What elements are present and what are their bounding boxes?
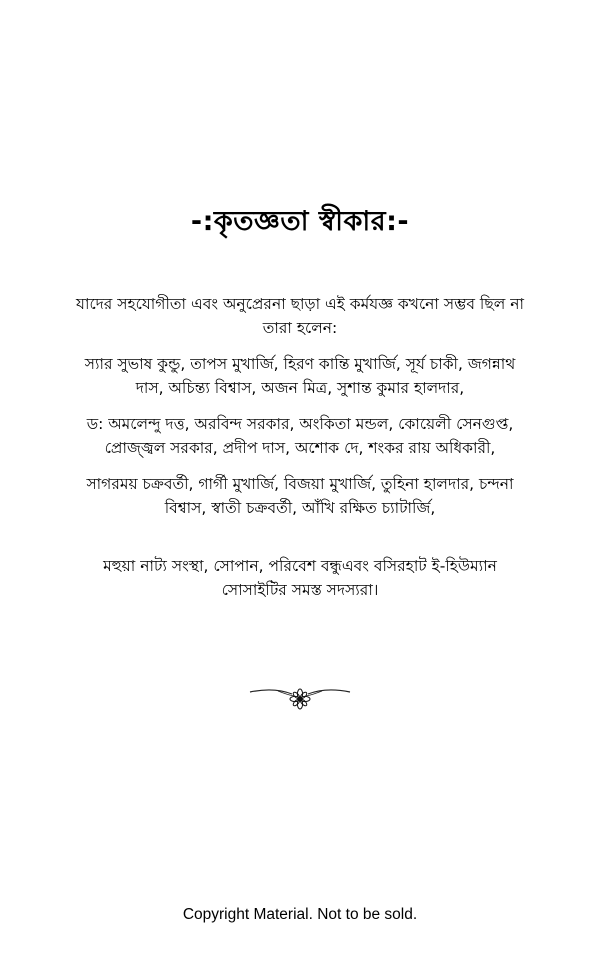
page-title: -:কৃতজ্ঞতা স্বীকার:- (190, 206, 410, 237)
names-paragraph-3: সাগরময় চক্রবর্তী, গার্গী মুখার্জি, বিজয়া মুখার্জি, তুহিনা হালদার, চন্দনা বিশ্বাস, স্বাতী চক্রবর্তী, আঁখি রক্ষিত চ্যাটার্জি, (86, 475, 514, 517)
floral-divider-icon (248, 686, 352, 710)
intro-paragraph: যাদের সহযোগীতা এবং অনুপ্রেরনা ছাড়া এই কর্মযজ্ঞ কখনো সম্ভব ছিল না তারা হলেন: (76, 295, 524, 337)
copyright-footer: Copyright Material. Not to be sold. (182, 906, 418, 923)
organizations-paragraph: মহুয়া নাট্য সংস্থা, সোপান, পরিবেশ বন্ধুএবং বসিরহাট ই-হিউম্যান সোসাইটির সমস্ত সদস্যরা। (103, 557, 497, 599)
names-paragraph-1: স্যার সুভাষ কুন্ডু, তাপস মুখার্জি, হিরণ কান্তি মুখার্জি, সূর্য চাকী, জগন্নাথ দাস, অচিন্ত্য বিশ্বাস, অজন মিত্র, সুশান্ত কুমার হালদার, (84, 355, 516, 397)
acknowledgement-body (70, 292, 530, 614)
names-paragraph-2: ড: অমলেন্দু দত্ত, অরবিন্দ সরকার, অংকিতা মন্ডল, কোয়েলী সেনগুপ্ত, প্রোজ্জ্বল সরকার, প্রদীপ দাস, অশোক দে, শংকর রায় অধিকারী, (86, 415, 514, 457)
